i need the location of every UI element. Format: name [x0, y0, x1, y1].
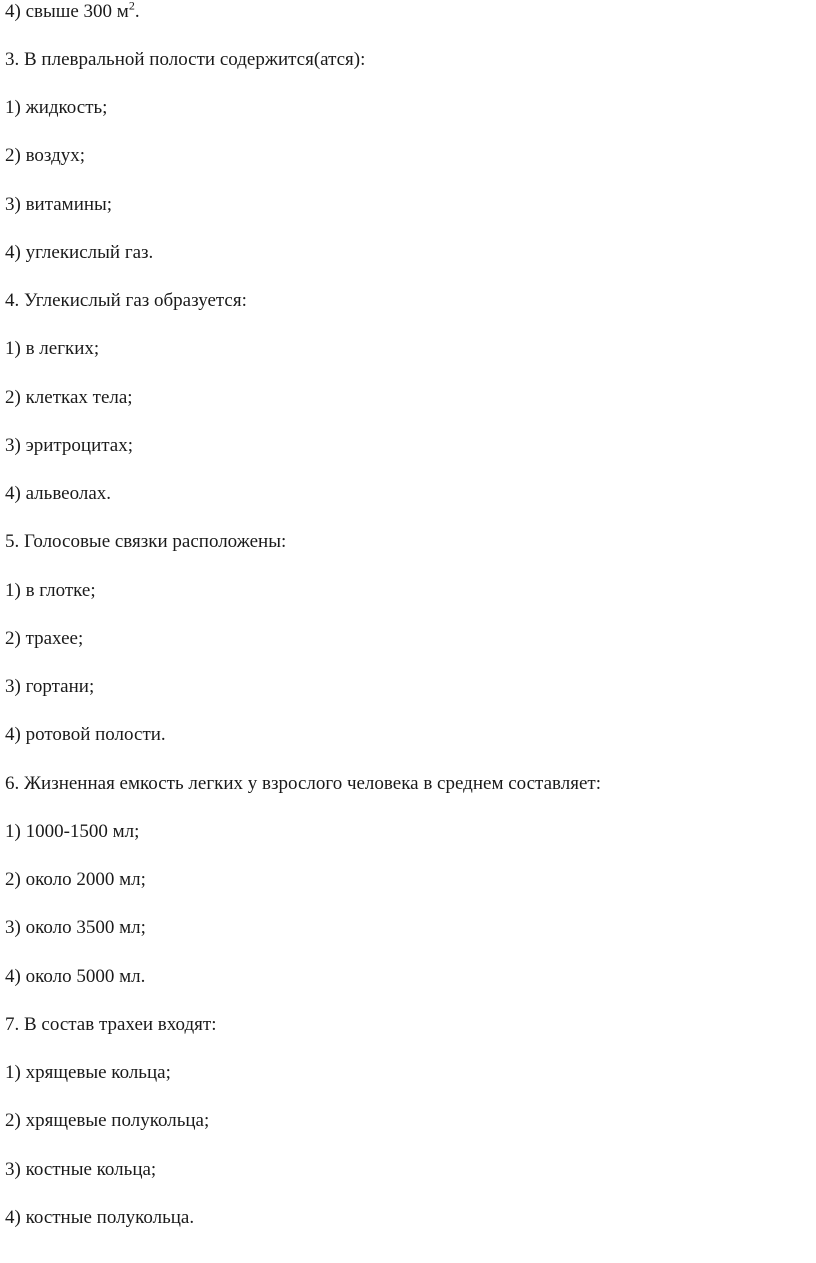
question-heading: 6. Жизненная емкость легких у взрослого человека в среднем составляет: [5, 773, 601, 794]
question-heading: 4. Углекислый газ образуется: [5, 290, 247, 311]
line-text: 4) свыше 300 м [5, 1, 129, 22]
superscript: 2 [128, 0, 135, 13]
answer-option: 2) воздух; [5, 145, 86, 166]
answer-option: 4) костные полукольца. [5, 1207, 195, 1228]
answer-option: 3) витамины; [5, 194, 113, 215]
answer-option: 2) около 2000 мл; [5, 869, 146, 890]
answer-option: 1) в глотке; [5, 580, 96, 601]
answer-option: 1) 1000-1500 мл; [5, 821, 140, 842]
answer-option: 3) гортани; [5, 676, 95, 697]
question-heading: 7. В состав трахеи входят: [5, 1014, 217, 1035]
line-tail: . [134, 1, 140, 22]
answer-option: 1) жидкость; [5, 97, 108, 118]
answer-option: 4) альвеолах. [5, 483, 112, 504]
answer-option: 3) около 3500 мл; [5, 917, 146, 938]
answer-option: 1) хрящевые кольца; [5, 1062, 171, 1083]
question-heading: 5. Голосовые связки расположены: [5, 531, 287, 552]
answer-option: 2) хрящевые полукольца; [5, 1110, 210, 1131]
answer-option: 2) трахее; [5, 628, 84, 649]
answer-option: 3) костные кольца; [5, 1159, 157, 1180]
answer-option: 4) ротовой полости. [5, 724, 166, 745]
answer-option [5, 1, 140, 23]
question-heading: 3. В плевральной полости содержится(атся): [5, 49, 366, 70]
answer-option: 3) эритроцитах; [5, 435, 134, 456]
answer-option: 1) в легких; [5, 338, 100, 359]
answer-option: 4) углекислый газ. [5, 242, 154, 263]
answer-option: 2) клетках тела; [5, 387, 133, 408]
answer-option: 4) около 5000 мл. [5, 966, 146, 987]
